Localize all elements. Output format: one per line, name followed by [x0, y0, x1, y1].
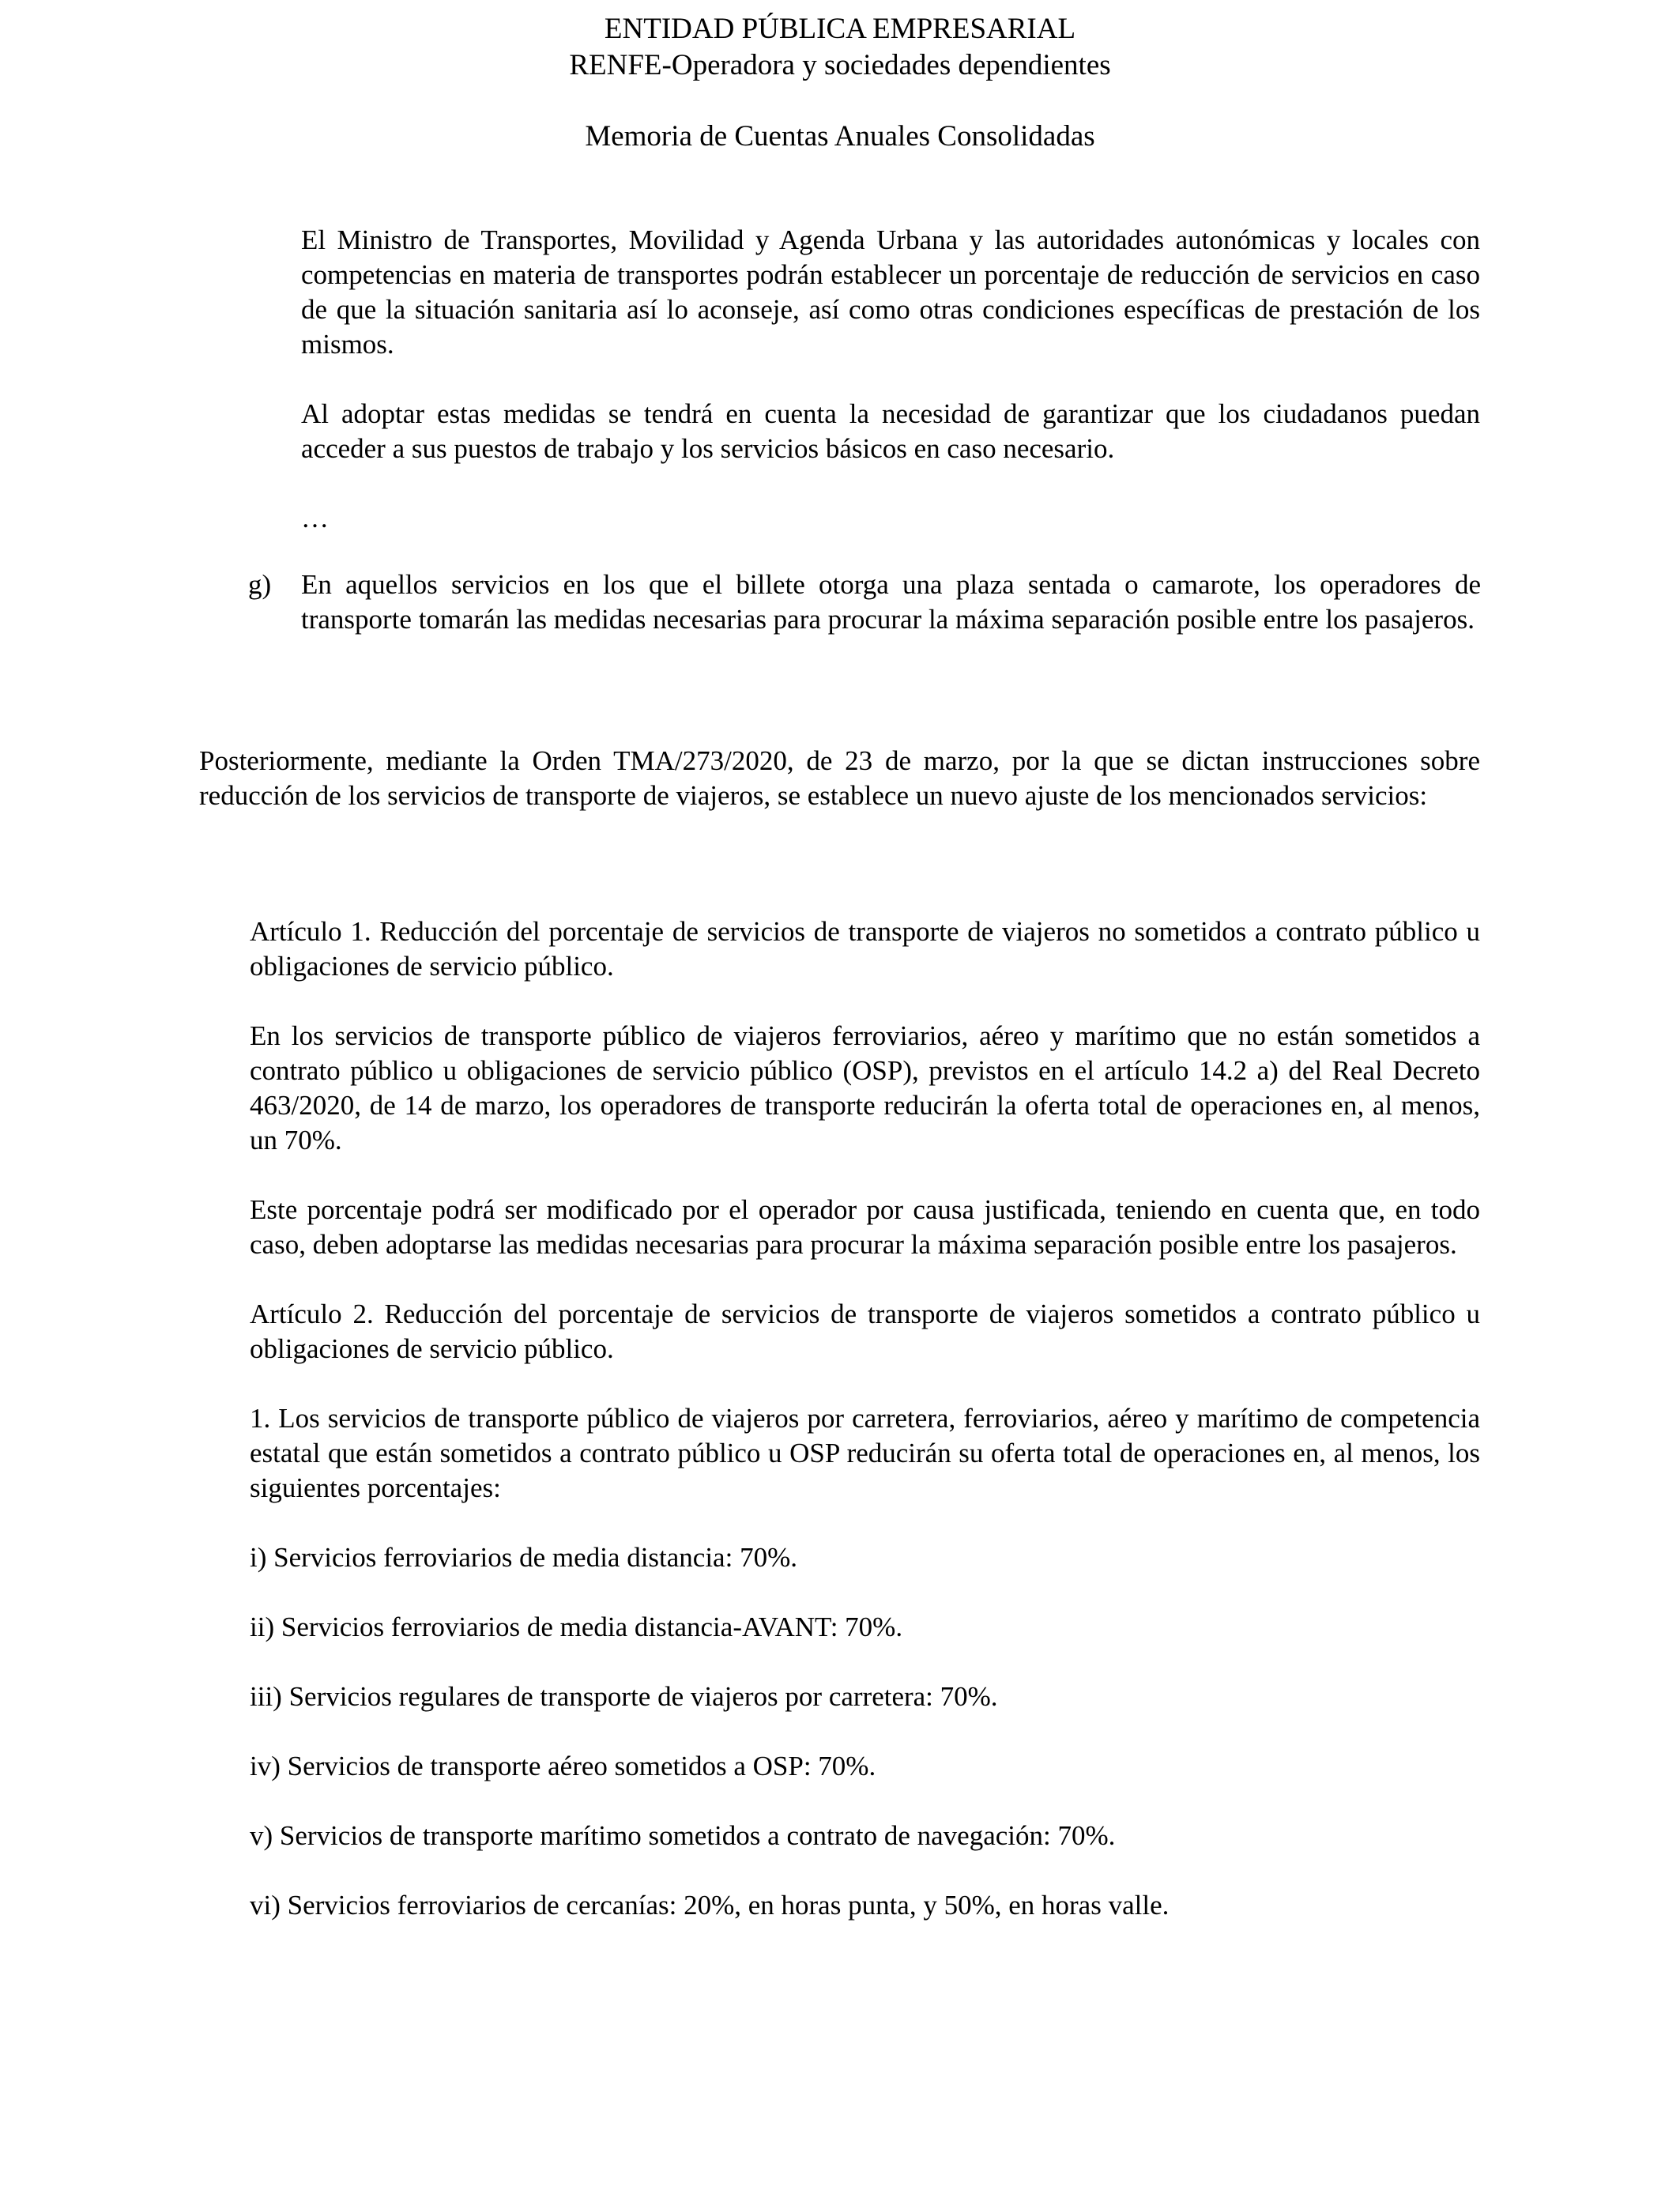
article-1-paragraph-2: Este porcentaje podrá ser modificado por el operador por causa justificada, teniendo en cuenta que, en todo caso, deben adoptarse las medidas necesarias para procurar la máxima separación posible entre los pasajeros. — [250, 1194, 1480, 1260]
list-item: iv) Servicios de transporte aéreo sometidos a OSP: 70%. — [250, 1751, 876, 1781]
article-2-paragraph-1: 1. Los servicios de transporte público de viajeros por carretera, ferroviarios, aéreo y marítimo de competencia estatal que están sometidos a contrato público u OSP reducirán su oferta total de operaciones en, al menos, los siguientes porcentajes: — [250, 1403, 1480, 1503]
page-header — [0, 11, 1680, 155]
article-1-paragraph-1: En los servicios de transporte público de viajeros ferroviarios, aéreo y marítimo que no están sometidos a contrato público u obligaciones de servicio público (OSP), previstos en el artículo 14.2 a) del Real Decreto 463/2020, de 14 de marzo, los operadores de transporte reducirán la oferta total de operaciones en, al menos, un 70%. — [250, 1020, 1480, 1155]
list-item-text: En aquellos servicios en los que el billete otorga una plaza sentada o camarote, los operadores de transporte tomarán las medidas necesarias para procurar la máxima separación posible entre los pasajeros. — [301, 569, 1481, 635]
quoted-decree-section — [301, 223, 1480, 466]
posterior-text: Posteriormente, mediante la Orden TMA/273/2020, de 23 de marzo, por la que se dictan instrucciones sobre reducción de los servicios de transporte de viajeros, se establece un nuevo ajuste de los mencionados servicios: — [199, 745, 1480, 811]
body-paragraph-posterior — [199, 744, 1480, 813]
quote-ellipsis: … — [301, 503, 329, 533]
order-articles-section — [250, 914, 1480, 1923]
header-company: RENFE-Operadora y sociedades dependientes — [569, 49, 1111, 81]
article-1-title: Artículo 1. Reducción del porcentaje de servicios de transporte de viajeros no sometidos a contrato público u obligaciones de servicio público. — [250, 916, 1480, 982]
quote-paragraph-1: El Ministro de Transportes, Movilidad y Agenda Urbana y las autoridades autonómicas y locales con competencias en materia de transportes podrán establecer un porcentaje de reducción de servicios en caso de que la situación sanitaria así lo aconseje, así como otras condiciones específicas de prestación de los mismos. — [301, 224, 1480, 360]
quote-paragraph-2: Al adoptar estas medidas se tendrá en cuenta la necesidad de garantizar que los ciudadanos puedan acceder a sus puestos de trabajo y los servicios básicos en caso necesario. — [301, 398, 1480, 464]
quote-list-item-g — [248, 567, 1481, 637]
list-item: i) Servicios ferroviarios de media distancia: 70%. — [250, 1542, 797, 1573]
list-item-marker: g) — [248, 569, 272, 600]
header-document-title: Memoria de Cuentas Anuales Consolidadas — [585, 120, 1095, 153]
article-2-title: Artículo 2. Reducción del porcentaje de servicios de transporte de viajeros sometidos a contrato público u obligaciones de servicio público. — [250, 1299, 1480, 1364]
list-item: v) Servicios de transporte marítimo sometidos a contrato de navegación: 70%. — [250, 1820, 1116, 1851]
list-item: vi) Servicios ferroviarios de cercanías: 20%, en horas punta, y 50%, en horas valle. — [250, 1890, 1170, 1921]
list-item: iii) Servicios regulares de transporte de viajeros por carretera: 70%. — [250, 1681, 998, 1712]
header-entity: ENTIDAD PÚBLICA EMPRESARIAL — [604, 13, 1076, 45]
list-item: ii) Servicios ferroviarios de media distancia-AVANT: 70%. — [250, 1612, 903, 1642]
